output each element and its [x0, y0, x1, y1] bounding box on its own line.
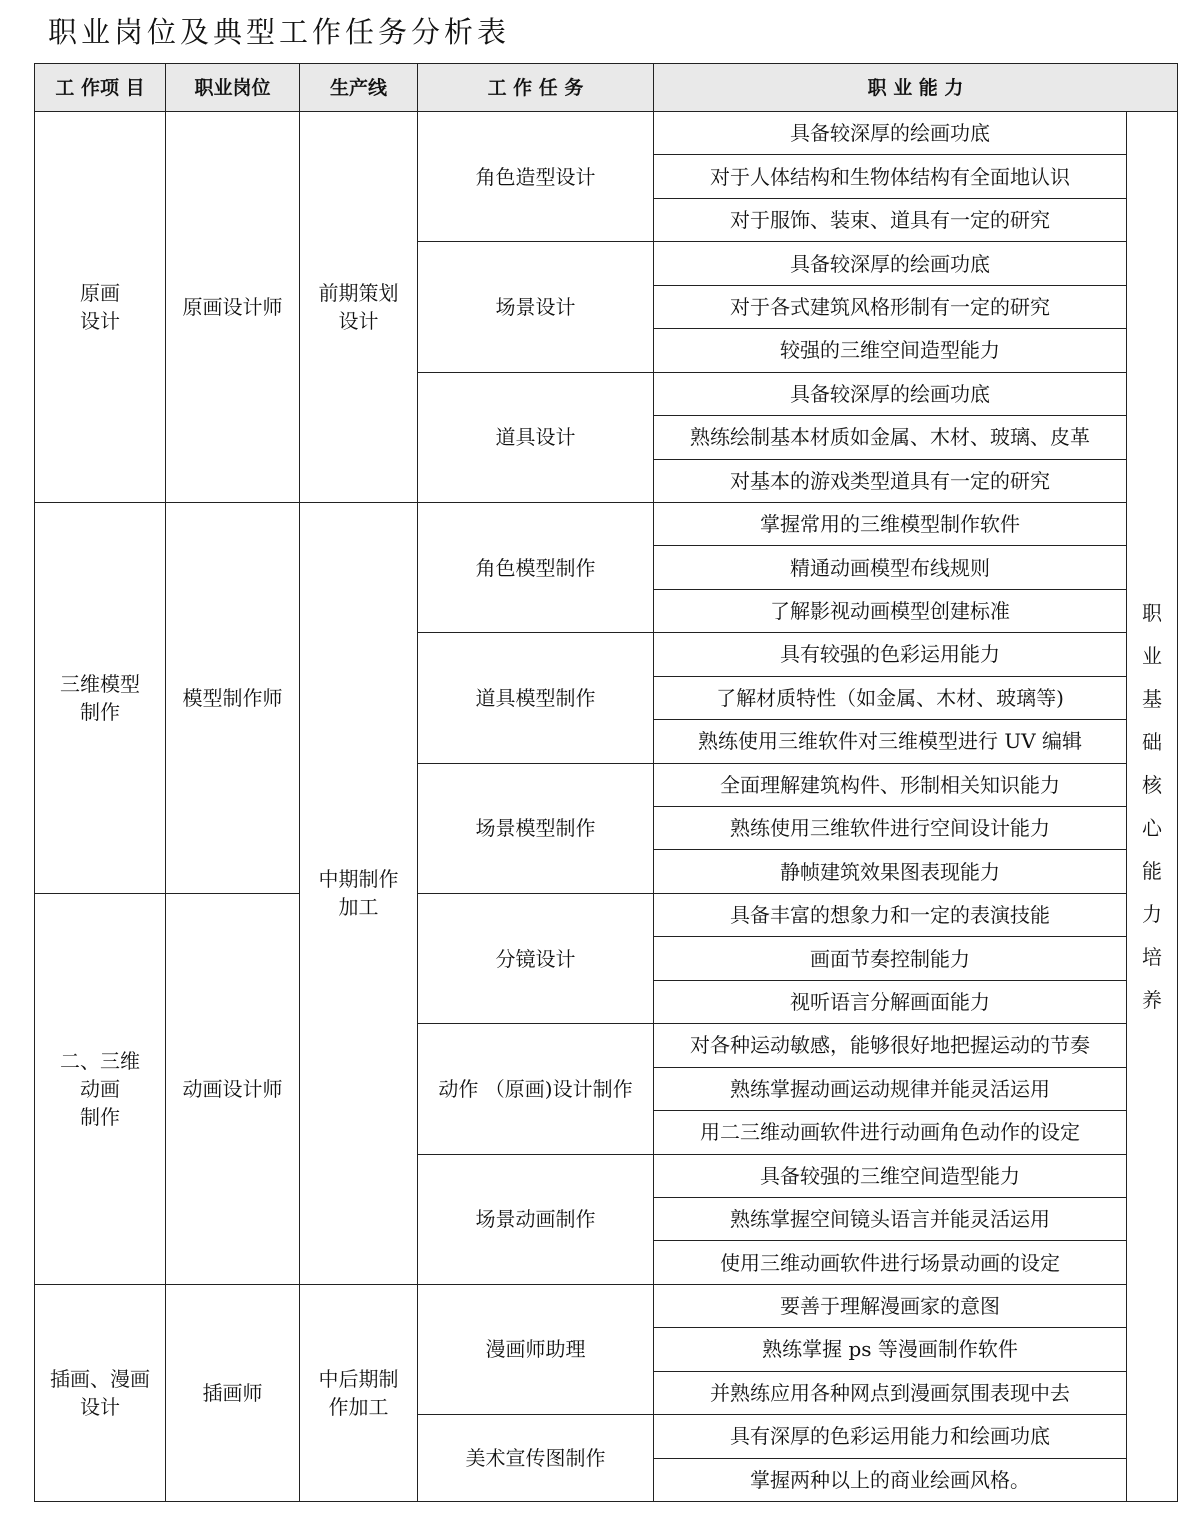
production-line-cell: 中期制作 加工	[300, 502, 418, 1284]
ability-cell: 对于服饰、装束、道具有一定的研究	[654, 198, 1127, 241]
ability-cell: 熟练绘制基本材质如金属、木材、玻璃、皮革	[654, 416, 1127, 459]
task-cell: 场景模型制作	[418, 763, 654, 893]
production-line-cell: 中后期制 作加工	[300, 1284, 418, 1501]
table-row	[35, 112, 1178, 155]
production-line-cell: 前期策划 设计	[300, 112, 418, 503]
side-label-cell	[1127, 112, 1178, 1502]
ability-cell: 对各种运动敏感，能够很好地把握运动的节奏	[654, 1024, 1127, 1067]
project-cell: 原画 设计	[35, 112, 166, 503]
ability-cell: 用二三维动画软件进行动画角色动作的设定	[654, 1111, 1127, 1154]
task-cell: 场景动画制作	[418, 1154, 654, 1284]
ability-cell: 精通动画模型布线规则	[654, 546, 1127, 589]
ability-cell: 具备丰富的想象力和一定的表演技能	[654, 893, 1127, 936]
ability-cell: 对于各式建筑风格形制有一定的研究	[654, 285, 1127, 328]
task-cell: 场景设计	[418, 242, 654, 372]
ability-cell: 熟练掌握动画运动规律并能灵活运用	[654, 1067, 1127, 1110]
task-cell: 美术宣传图制作	[418, 1415, 654, 1502]
job-task-analysis-table	[34, 63, 1178, 1502]
position-cell: 模型制作师	[166, 502, 300, 893]
ability-cell: 具备较深厚的绘画功底	[654, 112, 1127, 155]
table-row	[35, 502, 1178, 545]
side-label-vertical: 职 业 基 础 核 心 能 力 培 养	[1142, 600, 1162, 1012]
ability-cell: 熟练使用三维软件进行空间设计能力	[654, 807, 1127, 850]
task-cell: 动作 （原画)设计制作	[418, 1024, 654, 1154]
ability-cell: 并熟练应用各种网点到漫画氛围表现中去	[654, 1371, 1127, 1414]
position-cell: 动画设计师	[166, 893, 300, 1284]
task-cell: 分镜设计	[418, 893, 654, 1023]
task-cell: 角色造型设计	[418, 112, 654, 242]
ability-cell: 熟练掌握 ps 等漫画制作软件	[654, 1328, 1127, 1371]
ability-cell: 具有较强的色彩运用能力	[654, 633, 1127, 676]
ability-cell: 要善于理解漫画家的意图	[654, 1284, 1127, 1327]
header-ability: 职 业 能 力	[654, 64, 1178, 112]
ability-cell: 具备较强的三维空间造型能力	[654, 1154, 1127, 1197]
header-row	[35, 64, 1178, 112]
ability-cell: 画面节奏控制能力	[654, 937, 1127, 980]
ability-cell: 具备较深厚的绘画功底	[654, 242, 1127, 285]
task-cell: 道具模型制作	[418, 633, 654, 763]
ability-cell: 了解材质特性（如金属、木材、玻璃等)	[654, 676, 1127, 719]
header-position: 职业岗位	[166, 64, 300, 112]
document-title: 职业岗位及典型工作任务分析表	[48, 15, 511, 49]
position-cell: 原画设计师	[166, 112, 300, 503]
table-row	[35, 893, 1178, 936]
header-project: 工 作项 目	[35, 64, 166, 112]
ability-cell: 熟练掌握空间镜头语言并能灵活运用	[654, 1197, 1127, 1240]
ability-cell: 使用三维动画软件进行场景动画的设定	[654, 1241, 1127, 1284]
ability-cell: 了解影视动画模型创建标准	[654, 589, 1127, 632]
project-cell: 二、三维 动画 制作	[35, 893, 166, 1284]
task-cell: 道具设计	[418, 372, 654, 502]
table-body	[35, 112, 1178, 1502]
header-production-line: 生产线	[300, 64, 418, 112]
ability-cell: 较强的三维空间造型能力	[654, 329, 1127, 372]
project-cell: 插画、漫画 设计	[35, 1284, 166, 1501]
ability-cell: 具备较深厚的绘画功底	[654, 372, 1127, 415]
ability-cell: 对基本的游戏类型道具有一定的研究	[654, 459, 1127, 502]
table-row	[35, 1284, 1178, 1327]
ability-cell: 具有深厚的色彩运用能力和绘画功底	[654, 1415, 1127, 1458]
project-cell: 三维模型 制作	[35, 502, 166, 893]
ability-cell: 对于人体结构和生物体结构有全面地认识	[654, 155, 1127, 198]
header-task: 工 作 任 务	[418, 64, 654, 112]
ability-cell: 掌握常用的三维模型制作软件	[654, 502, 1127, 545]
task-cell: 角色模型制作	[418, 502, 654, 632]
ability-cell: 静帧建筑效果图表现能力	[654, 850, 1127, 893]
ability-cell: 掌握两种以上的商业绘画风格。	[654, 1458, 1127, 1501]
task-cell: 漫画师助理	[418, 1284, 654, 1414]
ability-cell: 全面理解建筑构件、形制相关知识能力	[654, 763, 1127, 806]
ability-cell: 视听语言分解画面能力	[654, 980, 1127, 1023]
position-cell: 插画师	[166, 1284, 300, 1501]
ability-cell: 熟练使用三维软件对三维模型进行 UV 编辑	[654, 720, 1127, 763]
